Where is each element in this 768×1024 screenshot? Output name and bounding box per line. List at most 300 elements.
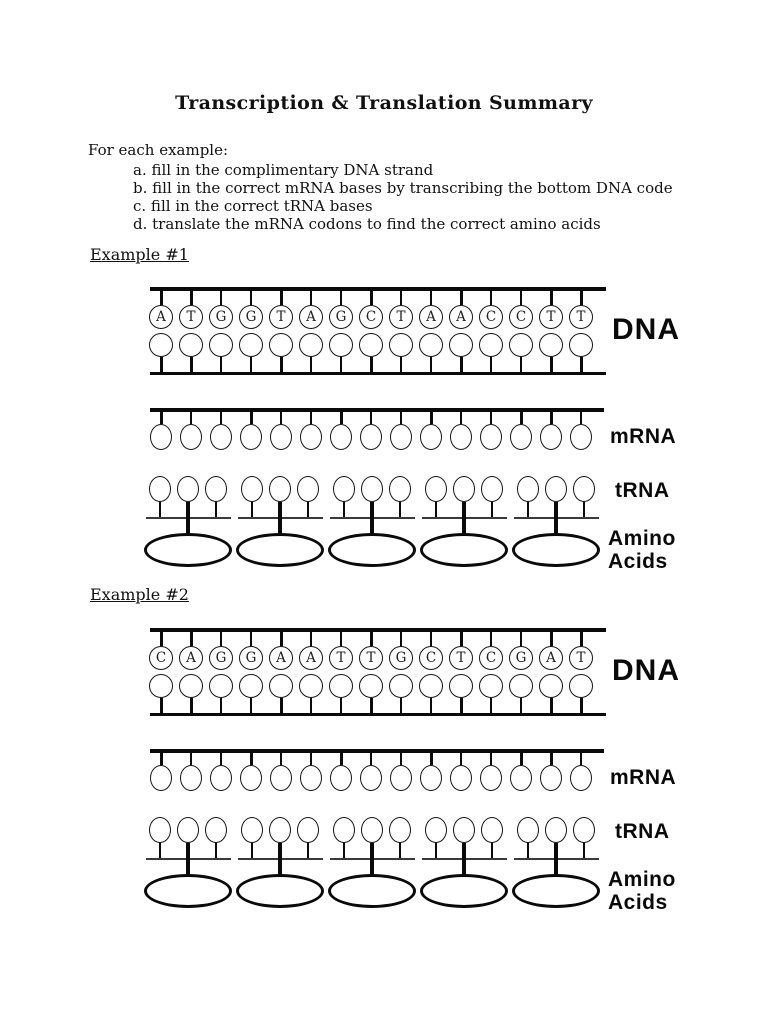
dna-base-circle-G: [329, 305, 353, 329]
trna-blank-base-circle: [149, 476, 171, 502]
trna-tick: [491, 843, 493, 858]
dna-tick-bottom: [400, 357, 402, 372]
mrna-blank-base-circle: [270, 424, 292, 450]
dna-tick-top: [220, 632, 222, 646]
mrna-tick: [430, 412, 433, 424]
dna-tick-bottom: [550, 698, 553, 713]
dna-base-letter: T: [276, 309, 286, 325]
dna-blank-base-circle: [509, 333, 533, 357]
trna-tick: [399, 502, 401, 517]
amino-acid-ellipse: [512, 874, 600, 908]
dna-tick-top: [400, 291, 402, 305]
dna-blank-base-circle: [329, 333, 353, 357]
trna-blank-base-circle: [241, 817, 263, 843]
dna-blank-base-circle: [449, 674, 473, 698]
dna-base-letter: A: [306, 309, 316, 325]
mrna-tick: [370, 753, 372, 765]
trna-blank-base-circle: [389, 476, 411, 502]
trna-blank-base-circle: [361, 817, 383, 843]
mrna-blank-base-circle: [510, 424, 532, 450]
dna-base-circle-T: [539, 305, 563, 329]
page-title: Transcription & Translation Summary: [175, 92, 593, 114]
dna-tick-bottom: [160, 357, 163, 372]
mrna-tick: [580, 412, 582, 424]
mrna-tick: [250, 753, 253, 765]
dna-tick-bottom: [580, 698, 583, 713]
mrna-blank-base-circle: [330, 765, 352, 791]
mrna-tick: [400, 412, 402, 424]
dna-base-letter: A: [426, 309, 436, 325]
mrna-tick: [340, 753, 343, 765]
trna-tick: [435, 843, 437, 858]
trna-tick: [583, 843, 585, 858]
dna-base-letter: T: [366, 650, 376, 666]
mrna-tick: [190, 412, 192, 424]
mrna-blank-base-circle: [360, 424, 382, 450]
dna-tick-top: [190, 291, 193, 305]
dna-base-letter: T: [396, 309, 406, 325]
trna-stem: [462, 502, 466, 536]
mrna-tick: [490, 753, 492, 765]
trna-blank-base-circle: [425, 476, 447, 502]
mrna-blank-base-circle: [480, 424, 502, 450]
trna-stem: [554, 843, 558, 877]
dna-base-circle-C: [419, 646, 443, 670]
dna-tick-top: [340, 632, 342, 646]
dna-base-letter: G: [245, 309, 257, 325]
mrna-blank-base-circle: [180, 424, 202, 450]
amino-label-line2: Acids: [608, 891, 668, 914]
dna-blank-base-circle: [419, 333, 443, 357]
dna-tick-top: [370, 632, 373, 646]
dna-tick-top: [430, 632, 432, 646]
mrna-blank-base-circle: [300, 765, 322, 791]
mrna-tick: [430, 753, 433, 765]
dna-bottom-strand-bar: [150, 372, 606, 375]
trna-tick: [399, 843, 401, 858]
mrna-blank-base-circle: [420, 765, 442, 791]
dna-base-circle-A: [299, 646, 323, 670]
trna-tick: [491, 502, 493, 517]
trna-blank-base-circle: [297, 817, 319, 843]
dna-blank-base-circle: [419, 674, 443, 698]
mrna-strand-bar: [150, 749, 604, 753]
dna-tick-top: [370, 291, 373, 305]
mrna-tick: [220, 753, 222, 765]
trna-blank-base-circle: [517, 476, 539, 502]
dna-blank-base-circle: [329, 674, 353, 698]
mrna-tick: [550, 753, 553, 765]
mrna-blank-base-circle: [540, 424, 562, 450]
dna-base-circle-C: [479, 646, 503, 670]
dna-tick-bottom: [160, 698, 163, 713]
trna-tick: [435, 502, 437, 517]
dna-tick-top: [280, 291, 283, 305]
dna-base-circle-C: [479, 305, 503, 329]
dna-base-circle-T: [329, 646, 353, 670]
dna-blank-base-circle: [479, 333, 503, 357]
trna-tick: [343, 502, 345, 517]
dna-base-letter: A: [456, 309, 466, 325]
dna-blank-base-circle: [209, 674, 233, 698]
dna-tick-top: [160, 632, 163, 646]
dna-base-circle-T: [449, 646, 473, 670]
example-1-diagram: [0, 287, 768, 587]
mrna-tick: [160, 412, 163, 424]
dna-tick-bottom: [460, 698, 463, 713]
dna-base-letter: A: [186, 650, 196, 666]
dna-blank-base-circle: [539, 674, 563, 698]
mrna-blank-base-circle: [300, 424, 322, 450]
mrna-label: mRNA: [610, 766, 677, 789]
dna-tick-bottom: [340, 698, 342, 713]
dna-blank-base-circle: [179, 674, 203, 698]
trna-tick: [251, 502, 253, 517]
dna-base-letter: G: [215, 309, 227, 325]
dna-tick-bottom: [220, 698, 222, 713]
trna-blank-base-circle: [177, 476, 199, 502]
dna-base-letter: C: [485, 309, 497, 325]
trna-blank-base-circle: [269, 476, 291, 502]
dna-base-circle-G: [509, 646, 533, 670]
dna-blank-base-circle: [179, 333, 203, 357]
trna-blank-base-circle: [453, 476, 475, 502]
mrna-label: mRNA: [610, 425, 677, 448]
mrna-tick: [280, 753, 282, 765]
instruction-d: d. translate the mRNA codons to find the correct amino acids: [133, 215, 601, 233]
trna-blank-base-circle: [425, 817, 447, 843]
trna-stem: [370, 843, 374, 877]
trna-tick: [215, 843, 217, 858]
dna-base-circle-G: [389, 646, 413, 670]
dna-base-letter: G: [515, 650, 527, 666]
dna-blank-base-circle: [239, 333, 263, 357]
dna-base-letter: C: [485, 650, 497, 666]
dna-blank-base-circle: [569, 333, 593, 357]
dna-base-circle-T: [569, 305, 593, 329]
dna-tick-bottom: [490, 698, 492, 713]
amino-acid-ellipse: [328, 874, 416, 908]
dna-blank-base-circle: [479, 674, 503, 698]
mrna-tick: [460, 753, 462, 765]
amino-label-line1: Amino: [608, 868, 676, 891]
dna-base-circle-A: [539, 646, 563, 670]
dna-tick-bottom: [520, 357, 522, 372]
dna-tick-bottom: [310, 357, 312, 372]
dna-base-circle-A: [269, 646, 293, 670]
dna-label: DNA: [612, 313, 680, 346]
dna-blank-base-circle: [389, 333, 413, 357]
dna-tick-bottom: [310, 698, 312, 713]
amino-label-line1: Amino: [608, 527, 676, 550]
dna-base-circle-T: [359, 646, 383, 670]
dna-label: DNA: [612, 654, 680, 687]
mrna-blank-base-circle: [570, 424, 592, 450]
trna-label: tRNA: [615, 479, 670, 502]
dna-tick-bottom: [460, 357, 463, 372]
mrna-tick: [160, 753, 163, 765]
dna-blank-base-circle: [389, 674, 413, 698]
mrna-blank-base-circle: [210, 765, 232, 791]
dna-base-letter: T: [456, 650, 466, 666]
mrna-blank-base-circle: [390, 424, 412, 450]
dna-base-circle-C: [359, 305, 383, 329]
mrna-blank-base-circle: [270, 765, 292, 791]
mrna-tick: [400, 753, 402, 765]
trna-stem: [554, 502, 558, 536]
dna-base-letter: A: [276, 650, 286, 666]
dna-base-circle-T: [389, 305, 413, 329]
dna-tick-top: [400, 632, 402, 646]
amino-acid-ellipse: [144, 874, 232, 908]
dna-tick-bottom: [580, 357, 583, 372]
trna-blank-base-circle: [545, 817, 567, 843]
instruction-c: c. fill in the correct tRNA bases: [133, 197, 373, 215]
dna-base-circle-G: [209, 305, 233, 329]
mrna-tick: [370, 412, 372, 424]
dna-tick-top: [460, 291, 463, 305]
dna-base-letter: G: [335, 309, 347, 325]
dna-blank-base-circle: [359, 674, 383, 698]
mrna-blank-base-circle: [150, 765, 172, 791]
mrna-tick: [310, 753, 312, 765]
dna-tick-top: [430, 291, 432, 305]
dna-base-letter: T: [576, 309, 586, 325]
dna-tick-top: [340, 291, 342, 305]
dna-tick-bottom: [520, 698, 522, 713]
trna-blank-base-circle: [573, 476, 595, 502]
dna-tick-top: [220, 291, 222, 305]
trna-tick: [159, 502, 161, 517]
dna-tick-bottom: [430, 698, 432, 713]
amino-acid-ellipse: [420, 874, 508, 908]
trna-tick: [251, 843, 253, 858]
dna-top-strand-bar: [150, 628, 606, 632]
dna-tick-top: [490, 291, 492, 305]
dna-base-circle-G: [239, 305, 263, 329]
example-2-heading: Example #2: [90, 585, 189, 604]
trna-blank-base-circle: [149, 817, 171, 843]
dna-blank-base-circle: [209, 333, 233, 357]
amino-acid-ellipse: [512, 533, 600, 567]
trna-stem: [278, 502, 282, 536]
dna-base-letter: C: [365, 309, 377, 325]
amino-acid-ellipse: [420, 533, 508, 567]
trna-blank-base-circle: [241, 476, 263, 502]
trna-tick: [307, 502, 309, 517]
dna-base-letter: T: [186, 309, 196, 325]
mrna-blank-base-circle: [390, 765, 412, 791]
instruction-b: b. fill in the correct mRNA bases by transcribing the bottom DNA code: [133, 179, 673, 197]
trna-stem: [186, 502, 190, 536]
dna-tick-top: [460, 632, 463, 646]
example-1-heading: Example #1: [90, 245, 189, 264]
dna-tick-top: [280, 632, 283, 646]
trna-blank-base-circle: [361, 476, 383, 502]
trna-blank-base-circle: [453, 817, 475, 843]
dna-base-circle-G: [209, 646, 233, 670]
dna-tick-bottom: [280, 357, 283, 372]
dna-base-letter: C: [515, 309, 527, 325]
trna-blank-base-circle: [297, 476, 319, 502]
trna-tick: [343, 843, 345, 858]
trna-stem: [186, 843, 190, 877]
dna-tick-top: [550, 291, 553, 305]
trna-tick: [527, 843, 529, 858]
dna-tick-bottom: [220, 357, 222, 372]
dna-base-circle-T: [269, 305, 293, 329]
dna-base-letter: C: [425, 650, 437, 666]
trna-tick: [159, 843, 161, 858]
dna-tick-bottom: [250, 357, 252, 372]
dna-tick-top: [490, 632, 492, 646]
dna-tick-bottom: [430, 357, 432, 372]
dna-base-circle-A: [419, 305, 443, 329]
mrna-tick: [550, 412, 553, 424]
mrna-tick: [340, 412, 343, 424]
dna-blank-base-circle: [359, 333, 383, 357]
trna-blank-base-circle: [389, 817, 411, 843]
dna-tick-bottom: [550, 357, 553, 372]
dna-blank-base-circle: [569, 674, 593, 698]
dna-blank-base-circle: [299, 333, 323, 357]
trna-blank-base-circle: [517, 817, 539, 843]
mrna-tick: [280, 412, 282, 424]
dna-tick-top: [250, 291, 252, 305]
mrna-tick: [310, 412, 312, 424]
trna-tick: [215, 502, 217, 517]
amino-acids-label: [608, 868, 676, 914]
dna-base-letter: G: [215, 650, 227, 666]
dna-tick-top: [310, 291, 312, 305]
dna-base-circle-C: [149, 646, 173, 670]
dna-tick-top: [580, 291, 583, 305]
dna-tick-top: [520, 632, 522, 646]
instruction-a: a. fill in the complimentary DNA strand: [133, 161, 434, 179]
dna-base-letter: C: [155, 650, 167, 666]
dna-tick-bottom: [400, 698, 402, 713]
dna-blank-base-circle: [269, 674, 293, 698]
intro-text: For each example:: [88, 141, 229, 159]
mrna-blank-base-circle: [240, 765, 262, 791]
dna-blank-base-circle: [509, 674, 533, 698]
amino-label-line2: Acids: [608, 550, 668, 573]
dna-blank-base-circle: [449, 333, 473, 357]
mrna-blank-base-circle: [510, 765, 532, 791]
trna-blank-base-circle: [333, 817, 355, 843]
dna-base-letter: A: [546, 650, 556, 666]
dna-tick-bottom: [190, 698, 193, 713]
mrna-blank-base-circle: [360, 765, 382, 791]
dna-tick-top: [160, 291, 163, 305]
trna-blank-base-circle: [205, 476, 227, 502]
trna-label: tRNA: [615, 820, 670, 843]
dna-blank-base-circle: [149, 674, 173, 698]
dna-tick-top: [550, 632, 553, 646]
dna-base-letter: T: [336, 650, 346, 666]
mrna-tick: [520, 753, 523, 765]
mrna-tick: [490, 412, 492, 424]
dna-blank-base-circle: [299, 674, 323, 698]
dna-base-letter: T: [546, 309, 556, 325]
amino-acid-ellipse: [144, 533, 232, 567]
mrna-blank-base-circle: [480, 765, 502, 791]
dna-base-letter: A: [306, 650, 316, 666]
trna-stem: [462, 843, 466, 877]
dna-blank-base-circle: [539, 333, 563, 357]
mrna-blank-base-circle: [180, 765, 202, 791]
trna-stem: [278, 843, 282, 877]
dna-base-circle-T: [569, 646, 593, 670]
mrna-tick: [460, 412, 462, 424]
dna-tick-bottom: [370, 357, 373, 372]
dna-blank-base-circle: [239, 674, 263, 698]
mrna-blank-base-circle: [540, 765, 562, 791]
mrna-tick: [190, 753, 192, 765]
dna-tick-top: [190, 632, 193, 646]
dna-top-strand-bar: [150, 287, 606, 291]
trna-tick: [583, 502, 585, 517]
amino-acid-ellipse: [236, 874, 324, 908]
trna-blank-base-circle: [177, 817, 199, 843]
dna-base-circle-G: [239, 646, 263, 670]
trna-tick: [527, 502, 529, 517]
mrna-tick: [580, 753, 582, 765]
dna-base-circle-T: [179, 305, 203, 329]
dna-blank-base-circle: [269, 333, 293, 357]
mrna-blank-base-circle: [420, 424, 442, 450]
mrna-strand-bar: [150, 408, 604, 412]
mrna-blank-base-circle: [240, 424, 262, 450]
dna-tick-top: [520, 291, 522, 305]
dna-base-circle-A: [149, 305, 173, 329]
mrna-blank-base-circle: [450, 424, 472, 450]
dna-tick-top: [580, 632, 583, 646]
dna-tick-bottom: [370, 698, 373, 713]
trna-tick: [307, 843, 309, 858]
mrna-blank-base-circle: [330, 424, 352, 450]
dna-tick-bottom: [340, 357, 342, 372]
dna-tick-top: [250, 632, 252, 646]
trna-blank-base-circle: [545, 476, 567, 502]
mrna-tick: [220, 412, 222, 424]
dna-blank-base-circle: [149, 333, 173, 357]
dna-tick-bottom: [190, 357, 193, 372]
dna-base-letter: G: [395, 650, 407, 666]
dna-base-circle-A: [179, 646, 203, 670]
trna-stem: [370, 502, 374, 536]
trna-blank-base-circle: [205, 817, 227, 843]
dna-base-letter: T: [576, 650, 586, 666]
trna-blank-base-circle: [333, 476, 355, 502]
mrna-blank-base-circle: [450, 765, 472, 791]
mrna-blank-base-circle: [210, 424, 232, 450]
dna-tick-bottom: [280, 698, 283, 713]
mrna-blank-base-circle: [570, 765, 592, 791]
mrna-blank-base-circle: [150, 424, 172, 450]
trna-blank-base-circle: [269, 817, 291, 843]
dna-tick-top: [310, 632, 312, 646]
dna-base-letter: G: [245, 650, 257, 666]
mrna-tick: [520, 412, 523, 424]
mrna-tick: [250, 412, 253, 424]
dna-base-circle-C: [509, 305, 533, 329]
dna-tick-bottom: [250, 698, 252, 713]
amino-acid-ellipse: [328, 533, 416, 567]
dna-bottom-strand-bar: [150, 713, 606, 716]
trna-blank-base-circle: [481, 476, 503, 502]
dna-tick-bottom: [490, 357, 492, 372]
